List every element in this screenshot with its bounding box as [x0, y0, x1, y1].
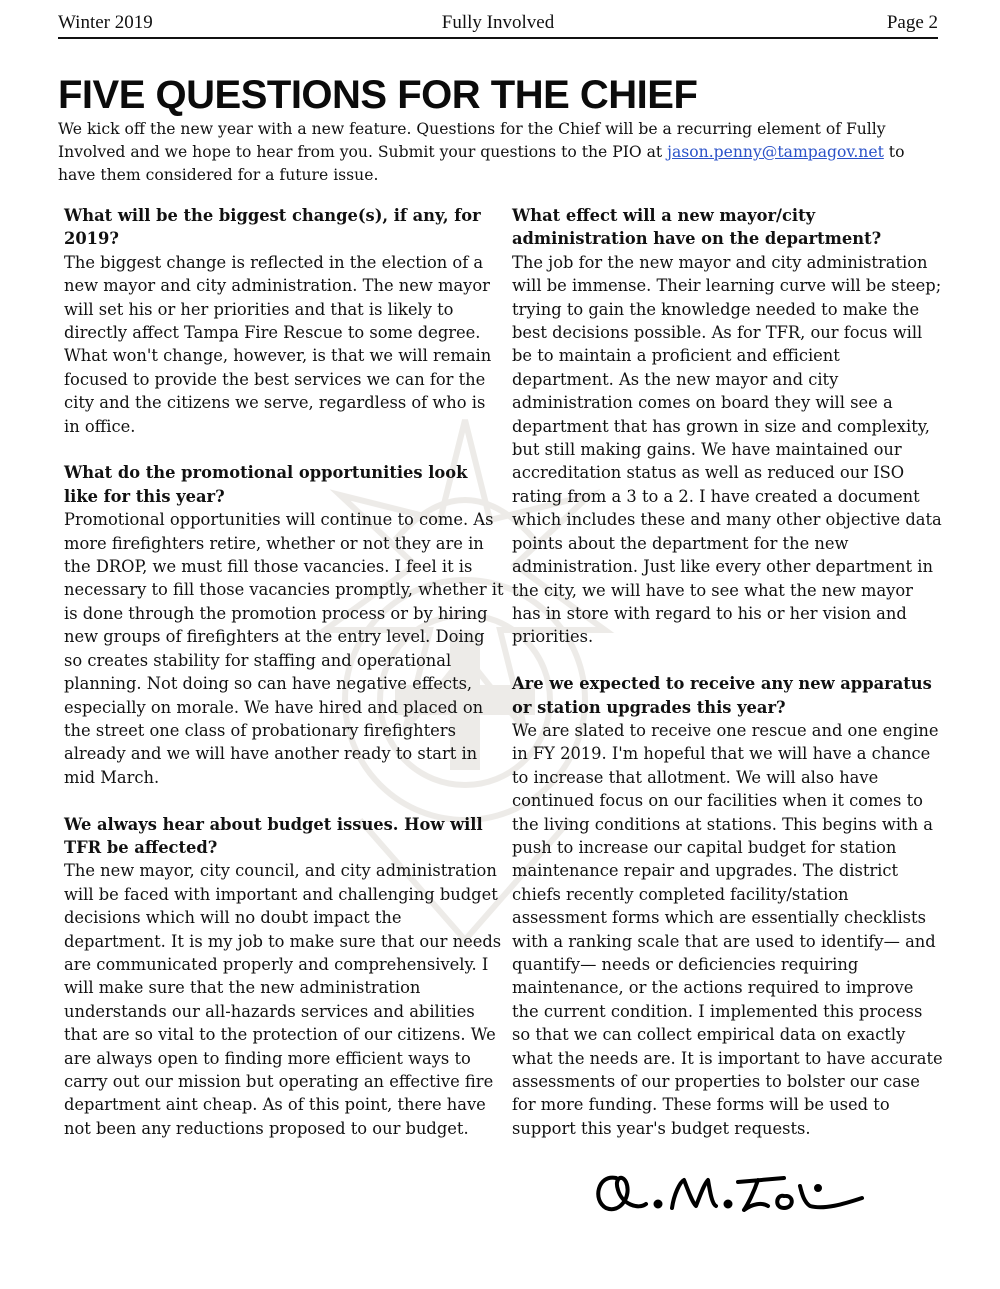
question-heading: Are we expected to receive any new apparatus or station upgrades this year?: [512, 674, 932, 717]
pio-email-link[interactable]: jason.penny@tampagov.net: [667, 143, 884, 161]
header-divider: [58, 37, 938, 39]
question-heading: What effect will a new mayor/city administration have on the department?: [512, 206, 882, 249]
answer-paragraph: Promotional opportunities will continue to come. As more firefighters retire, whether or not they are in the DROP, we must fill those vacancies. I feel it is necessary to fill those vacancies promptly, whether it is done through the promotion process or by hiring new groups of firefighters at the entry level. Doing so creates stability for staffing and operational planning. Not doing so can have negative effects, especially on morale. We have hired and placed on the street one class of probationary firefighters already and we will have another ready to start in mid March.: [64, 510, 504, 787]
answer-paragraph: The biggest change is reflected in the election of a new mayor and city administration. The new mayor will set his or her priorities and that is likely to directly affect Tampa Fire Rescue to some degree. What won't change, however, is that we will remain focused to provide the best services we can for the city and the citizens we serve, regardless of who is in office.: [64, 252, 492, 436]
issue-season: Winter 2019: [58, 12, 153, 33]
running-header: [58, 12, 938, 38]
intro-text-end: to have them considered for a future issue.: [58, 143, 905, 184]
chief-signature: [588, 1160, 868, 1222]
question-heading: What do the promotional opportunities look like for this year?: [64, 463, 468, 506]
intro-text: We kick off the new year with a new feature. Questions for the Chief will be a recurring element of Fully Involved and we hope to hear from you. Submit your questions to the PIO at: [58, 120, 886, 161]
left-column: [64, 204, 504, 1164]
answer-paragraph: The job for the new mayor and city administration will be immense. Their learning curve will be steep; trying to gain the knowledge needed to make the best decisions possible. As for TFR, our focus will be to maintain a proficient and efficient department. As the new mayor and city administration comes on board they will see a department that has grown in size and complexity, but still making gains. We have maintained our accreditation status as well as reduced our ISO rating from a 3 to a 2. I have created a document which includes these and many other objective data points about the department for the new administration. Just like every other department in the city, we will have to see what the new mayor has in store with regard to his or her vision and priorities.: [512, 252, 942, 647]
question-heading: We always hear about budget issues. How will TFR be affected?: [64, 814, 483, 857]
question-heading: What will be the biggest change(s), if any, for 2019?: [64, 206, 481, 249]
page-title: FIVE QUESTIONS FOR THE CHIEF: [58, 73, 698, 117]
intro-paragraph: [58, 118, 938, 187]
newsletter-name: Fully Involved: [441, 12, 555, 33]
answer-paragraph: The new mayor, city council, and city administration will be faced with important and challenging budget decisions which will no doubt impact the department. It is my job to make sure that our needs are communicated properly and comprehensively. I will make sure that the new administration understands our all-hazards services and abilities that are so vital to the protection of our citizens. We are always open to finding more efficient ways to carry out our mission but operating an effective fire department aint cheap. As of this point, there have not been any reductions proposed to our budget.: [64, 861, 502, 1138]
right-column: [512, 204, 944, 1164]
answer-paragraph: We are slated to receive one rescue and one engine in FY 2019. I'm hopeful that we will have a chance to increase that allotment. We will also have continued focus on our facilities when it comes to the living conditions at stations. This begins with a push to increase our capital budget for station maintenance repair and upgrades. The district chiefs recently completed facility/station assessment forms which are essentially checklists with a ranking scale that are used to identify— and quantify— needs or deficiencies requiring maintenance, or the actions required to improve the current condition. I implemented this process so that we can collect empirical data on exactly what the needs are. It is important to have accurate assessments of our properties to bolster our case for more funding. These forms will be used to support this year's budget requests.: [512, 720, 943, 1138]
page-number: Page 2: [886, 12, 938, 33]
